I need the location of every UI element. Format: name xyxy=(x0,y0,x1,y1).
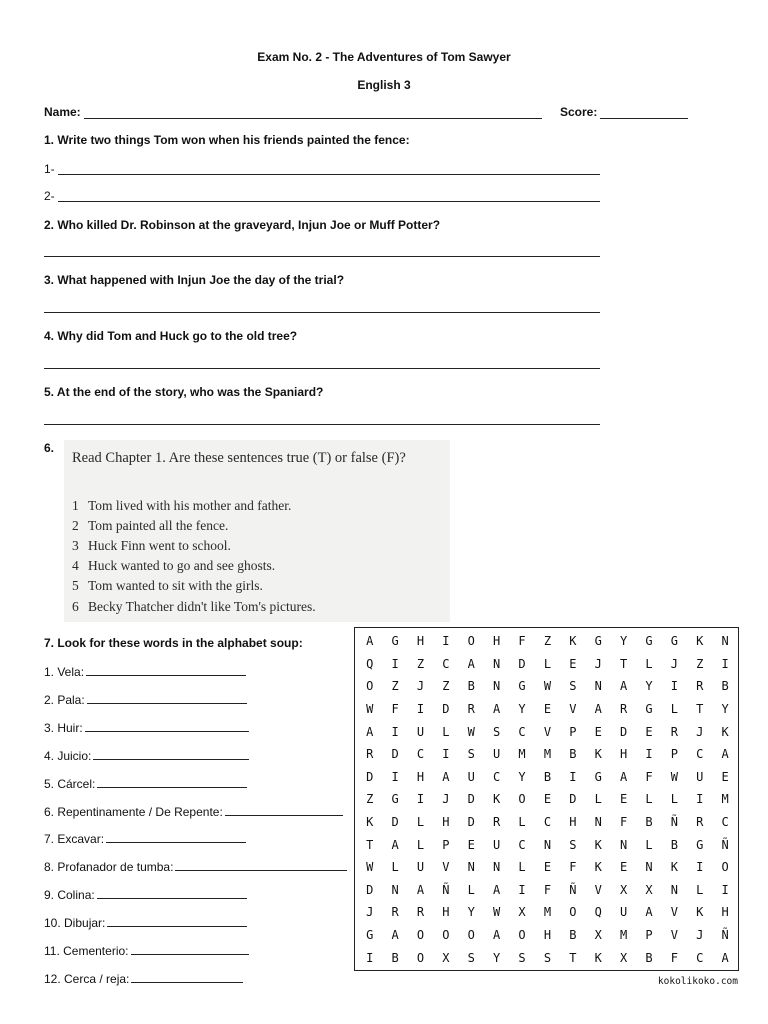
soup-letter[interactable]: E xyxy=(543,860,552,875)
soup-letter[interactable]: Y xyxy=(645,679,653,694)
soup-letter[interactable]: R xyxy=(467,702,475,717)
soup-letter[interactable]: L xyxy=(645,792,653,807)
soup-letter[interactable]: Z xyxy=(696,656,704,671)
soup-letter[interactable]: A xyxy=(391,928,399,943)
soup-letter[interactable]: G xyxy=(594,634,602,649)
soup-letter[interactable]: O xyxy=(416,928,425,943)
soup-letter[interactable]: S xyxy=(569,679,577,694)
soup-letter[interactable]: R xyxy=(670,724,678,739)
word-item-8: 8. Profanador de tumba: xyxy=(44,859,347,874)
question-6-number: 6. xyxy=(44,441,55,455)
soup-letter[interactable]: Q xyxy=(366,656,374,671)
soup-letter[interactable]: V xyxy=(594,882,602,897)
soup-letter[interactable]: I xyxy=(416,792,425,807)
soup-letter[interactable]: I xyxy=(442,634,450,649)
soup-letter[interactable]: G xyxy=(391,634,399,649)
soup-letter[interactable]: A xyxy=(366,724,374,739)
word-blank[interactable] xyxy=(87,692,247,704)
soup-letter[interactable]: C xyxy=(442,656,450,671)
soup-letter[interactable]: N xyxy=(467,860,475,875)
soup-letter[interactable]: S xyxy=(493,724,501,739)
tf-item: 5 Tom wanted to sit with the girls. xyxy=(72,578,263,593)
soup-letter[interactable]: A xyxy=(467,656,475,671)
soup-letter[interactable]: U xyxy=(619,905,628,920)
soup-letter[interactable]: I xyxy=(391,656,399,671)
soup-letter[interactable]: E xyxy=(645,724,653,739)
soup-letter[interactable]: C xyxy=(696,950,704,965)
soup-letter[interactable]: V xyxy=(670,928,678,943)
soup-letter[interactable]: N xyxy=(645,860,653,875)
soup-letter[interactable]: N xyxy=(721,634,729,649)
soup-letter[interactable]: V xyxy=(543,724,552,739)
tf-item: 3 Huck Finn went to school. xyxy=(72,538,231,553)
soup-letter[interactable]: G xyxy=(670,634,678,649)
soup-letter[interactable]: M xyxy=(543,747,552,762)
soup-letter[interactable]: G xyxy=(594,769,602,784)
soup-letter[interactable]: L xyxy=(696,882,704,897)
soup-letter[interactable]: A xyxy=(619,769,628,784)
soup-letter[interactable]: E xyxy=(569,656,577,671)
score-label: Score: xyxy=(560,105,598,119)
soup-letter[interactable]: W xyxy=(366,702,374,717)
soup-letter[interactable]: I xyxy=(670,679,678,694)
soup-letter[interactable]: L xyxy=(442,724,450,739)
soup-letter[interactable]: Z xyxy=(366,792,374,807)
soup-letter[interactable]: K xyxy=(493,792,501,807)
word-item-12: 12. Cerca / reja: xyxy=(44,971,243,986)
soup-letter[interactable]: K xyxy=(366,815,374,830)
word-item-6: 6. Repentinamente / De Repente: xyxy=(44,804,343,819)
soup-letter[interactable]: J xyxy=(670,656,678,671)
soup-letter[interactable]: A xyxy=(493,702,501,717)
soup-letter[interactable]: L xyxy=(670,702,678,717)
soup-letter[interactable]: U xyxy=(493,837,501,852)
soup-letter[interactable]: N xyxy=(619,837,628,852)
soup-letter[interactable]: K xyxy=(569,634,577,649)
soup-letter[interactable]: A xyxy=(645,905,653,920)
soup-letter[interactable]: W xyxy=(670,769,678,784)
soup-letter[interactable]: Z xyxy=(543,634,552,649)
soup-letter[interactable]: W xyxy=(493,905,501,920)
tf-item: 4 Huck wanted to go and see ghosts. xyxy=(72,558,276,573)
soup-letter[interactable]: X xyxy=(442,950,450,965)
soup-letter[interactable]: Z xyxy=(442,679,450,694)
word-item-5: 5. Cárcel: xyxy=(44,776,247,791)
soup-letter[interactable]: J xyxy=(366,905,374,920)
soup-letter[interactable]: N xyxy=(493,860,501,875)
soup-letter[interactable]: S xyxy=(467,950,475,965)
soup-letter[interactable]: Y xyxy=(467,905,475,920)
soup-letter[interactable]: I xyxy=(391,769,399,784)
soup-letter[interactable]: Y xyxy=(721,702,729,717)
soup-letter[interactable]: T xyxy=(366,837,374,852)
tf-item: 6 Becky Thatcher didn't like Tom's pictures. xyxy=(72,599,316,614)
soup-letter[interactable]: N xyxy=(493,679,501,694)
soup-letter[interactable]: P xyxy=(569,724,577,739)
soup-letter[interactable]: N xyxy=(670,882,678,897)
soup-letter[interactable]: X xyxy=(594,928,602,943)
soup-letter[interactable]: C xyxy=(696,747,704,762)
soup-letter[interactable]: C xyxy=(721,815,729,830)
soup-letter[interactable]: G xyxy=(696,837,704,852)
soup-letter[interactable]: Ñ xyxy=(442,882,450,897)
soup-letter[interactable]: U xyxy=(416,860,425,875)
soup-letter[interactable]: L xyxy=(670,792,678,807)
question-2: 2. Who killed Dr. Robinson at the graveyard, Injun Joe or Muff Potter? xyxy=(44,218,441,232)
soup-letter[interactable]: D xyxy=(366,769,374,784)
soup-letter[interactable]: M xyxy=(721,792,729,807)
soup-letter[interactable]: F xyxy=(619,815,628,830)
soup-letter[interactable]: O xyxy=(569,905,577,920)
soup-letter[interactable]: W xyxy=(467,724,475,739)
soup-letter[interactable]: P xyxy=(645,928,653,943)
word-item-7: 7. Excavar: xyxy=(44,831,246,846)
soup-letter[interactable]: B xyxy=(645,815,653,830)
soup-letter[interactable]: D xyxy=(569,792,577,807)
soup-letter[interactable]: K xyxy=(670,860,678,875)
soup-letter[interactable]: M xyxy=(619,928,628,943)
word-blank[interactable] xyxy=(225,804,343,816)
soup-letter[interactable]: J xyxy=(696,928,704,943)
soup-letter[interactable]: U xyxy=(467,769,475,784)
soup-letter[interactable]: G xyxy=(391,792,399,807)
soup-letter[interactable]: L xyxy=(416,815,425,830)
soup-letter[interactable]: S xyxy=(569,837,577,852)
soup-letter[interactable]: G xyxy=(518,679,526,694)
answer-2-label: 2- xyxy=(44,189,55,203)
soup-letter[interactable]: F xyxy=(569,860,577,875)
soup-letter[interactable]: F xyxy=(518,634,526,649)
soup-letter[interactable]: W xyxy=(543,679,552,694)
soup-letter[interactable]: I xyxy=(696,792,704,807)
soup-letter[interactable]: B xyxy=(569,747,577,762)
soup-letter[interactable]: Y xyxy=(493,950,501,965)
soup-letter[interactable]: I xyxy=(721,656,729,671)
soup-letter[interactable]: A xyxy=(493,882,501,897)
soup-letter[interactable]: G xyxy=(645,634,653,649)
soup-letter[interactable]: T xyxy=(696,702,704,717)
soup-letter[interactable]: R xyxy=(416,905,425,920)
soup-letter[interactable]: J xyxy=(696,724,704,739)
soup-letter[interactable]: N xyxy=(493,656,501,671)
soup-letter[interactable]: L xyxy=(645,837,653,852)
exam-subtitle: English 3 xyxy=(357,78,411,92)
soup-letter[interactable]: C xyxy=(518,724,526,739)
soup-letter[interactable]: R xyxy=(366,747,374,762)
soup-letter[interactable]: Q xyxy=(594,905,602,920)
soup-letter[interactable]: N xyxy=(594,815,602,830)
soup-letter[interactable]: B xyxy=(721,679,729,694)
soup-letter[interactable]: C xyxy=(518,837,526,852)
soup-letter[interactable]: L xyxy=(518,860,526,875)
soup-letter[interactable]: L xyxy=(518,815,526,830)
soup-letter[interactable]: A xyxy=(619,679,628,694)
word-item-10: 10. Dibujar: xyxy=(44,915,247,930)
soup-letter[interactable]: A xyxy=(366,634,374,649)
soup-letter[interactable]: O xyxy=(721,860,729,875)
soup-letter[interactable]: F xyxy=(543,882,552,897)
soup-letter[interactable]: F xyxy=(645,769,653,784)
soup-letter[interactable]: A xyxy=(391,837,399,852)
word-blank[interactable] xyxy=(107,915,247,927)
word-blank[interactable] xyxy=(85,720,249,732)
soup-letter[interactable]: D xyxy=(366,882,374,897)
word-blank[interactable] xyxy=(86,664,246,676)
soup-letter[interactable]: H xyxy=(619,747,628,762)
true-false-scan xyxy=(64,440,450,622)
soup-letter[interactable]: V xyxy=(569,702,577,717)
name-label: Name: xyxy=(44,105,81,119)
soup-letter[interactable]: O xyxy=(518,792,526,807)
word-item-1: 1. Vela: xyxy=(44,664,246,679)
soup-letter[interactable]: V xyxy=(670,905,678,920)
soup-letter[interactable]: I xyxy=(518,882,526,897)
soup-letter[interactable]: O xyxy=(442,928,450,943)
question-3: 3. What happened with Injun Joe the day of the trial? xyxy=(44,273,345,287)
soup-letter[interactable]: B xyxy=(543,769,552,784)
soup-letter[interactable]: X xyxy=(619,882,628,897)
soup-letter[interactable]: G xyxy=(366,928,374,943)
soup-letter[interactable]: R xyxy=(391,905,399,920)
soup-letter[interactable]: Y xyxy=(619,634,628,649)
soup-letter[interactable]: Y xyxy=(518,702,526,717)
name-field[interactable] xyxy=(84,118,542,119)
soup-letter[interactable]: L xyxy=(645,656,653,671)
soup-letter[interactable]: E xyxy=(543,792,552,807)
soup-letter[interactable]: X xyxy=(619,950,628,965)
tf-item: 2 Tom painted all the fence. xyxy=(72,518,229,533)
soup-letter[interactable]: B xyxy=(645,950,653,965)
soup-letter[interactable]: S xyxy=(543,950,552,965)
true-false-heading: Read Chapter 1. Are these sentences true (T) or false (F)? xyxy=(72,450,406,466)
soup-letter[interactable]: N xyxy=(391,882,399,897)
soup-letter[interactable]: Y xyxy=(518,769,526,784)
soup-letter[interactable]: D xyxy=(467,815,475,830)
soup-letter[interactable]: K xyxy=(721,724,729,739)
soup-letter[interactable]: H xyxy=(493,634,501,649)
soup-letter[interactable]: O xyxy=(467,634,475,649)
soup-letter[interactable]: D xyxy=(442,702,450,717)
alphabet-soup xyxy=(354,627,739,971)
soup-letter[interactable]: X xyxy=(518,905,526,920)
soup-letter[interactable]: H xyxy=(442,815,450,830)
answer-1a-line[interactable] xyxy=(58,174,600,175)
soup-letter[interactable]: I xyxy=(569,769,577,784)
soup-letter[interactable]: M xyxy=(518,747,526,762)
soup-letter[interactable]: E xyxy=(619,792,628,807)
soup-letter[interactable]: S xyxy=(467,747,475,762)
soup-letter[interactable]: L xyxy=(391,860,399,875)
soup-grid xyxy=(357,630,738,969)
soup-letter[interactable]: H xyxy=(569,815,577,830)
question-4: 4. Why did Tom and Huck go to the old tree? xyxy=(44,329,298,343)
soup-letter[interactable]: O xyxy=(366,679,374,694)
question-5: 5. At the end of the story, who was the Spaniard? xyxy=(44,385,324,399)
soup-letter[interactable]: I xyxy=(391,724,399,739)
answer-1b-line[interactable] xyxy=(58,201,600,202)
soup-letter[interactable]: E xyxy=(467,837,475,852)
exam-title: Exam No. 2 - The Adventures of Tom Sawyer xyxy=(257,50,511,64)
soup-letter[interactable]: A xyxy=(721,950,729,965)
soup-letter[interactable]: D xyxy=(467,792,475,807)
soup-letter[interactable]: C xyxy=(493,769,501,784)
soup-letter[interactable]: O xyxy=(467,928,475,943)
soup-letter[interactable]: N xyxy=(543,837,552,852)
soup-letter[interactable]: G xyxy=(645,702,653,717)
soup-letter[interactable]: Z xyxy=(416,656,425,671)
soup-letter[interactable]: K xyxy=(594,950,602,965)
soup-letter[interactable]: K xyxy=(594,747,602,762)
soup-letter[interactable]: D xyxy=(391,815,399,830)
answer-3-line[interactable] xyxy=(44,312,600,313)
soup-letter[interactable]: C xyxy=(416,747,425,762)
answer-2-line[interactable] xyxy=(44,256,600,257)
soup-letter[interactable]: T xyxy=(569,950,577,965)
soup-letter[interactable]: U xyxy=(696,769,704,784)
answer-1-label: 1- xyxy=(44,162,55,176)
answer-5-line[interactable] xyxy=(44,424,600,425)
soup-letter[interactable]: B xyxy=(391,950,399,965)
soup-letter[interactable]: Ñ xyxy=(569,882,577,897)
soup-letter[interactable]: N xyxy=(594,679,602,694)
soup-letter[interactable]: B xyxy=(569,928,577,943)
question-7: 7. Look for these words in the alphabet soup: xyxy=(44,636,303,650)
word-item-3: 3. Huir: xyxy=(44,720,249,735)
soup-letter[interactable]: E xyxy=(721,769,729,784)
tf-item: 1 Tom lived with his mother and father. xyxy=(72,498,292,513)
soup-letter[interactable]: R xyxy=(696,815,704,830)
soup-letter[interactable]: A xyxy=(493,928,501,943)
soup-letter[interactable]: B xyxy=(670,837,678,852)
soup-letter[interactable]: F xyxy=(391,702,399,717)
soup-letter[interactable]: B xyxy=(467,679,475,694)
soup-letter[interactable]: A xyxy=(594,702,602,717)
soup-letter[interactable]: E xyxy=(543,702,552,717)
soup-letter[interactable]: U xyxy=(493,747,501,762)
word-item-9: 9. Colina: xyxy=(44,887,247,902)
soup-letter[interactable]: I xyxy=(416,702,425,717)
word-blank[interactable] xyxy=(97,776,247,788)
soup-letter[interactable]: O xyxy=(518,928,526,943)
soup-letter[interactable]: T xyxy=(619,656,628,671)
soup-letter[interactable]: Ñ xyxy=(670,815,678,830)
soup-letter[interactable]: X xyxy=(645,882,653,897)
soup-letter[interactable]: H xyxy=(543,928,552,943)
soup-letter[interactable]: E xyxy=(619,860,628,875)
soup-letter[interactable]: I xyxy=(696,860,704,875)
word-item-4: 4. Juicio: xyxy=(44,748,249,763)
soup-letter[interactable]: D xyxy=(619,724,628,739)
soup-letter[interactable]: I xyxy=(721,882,729,897)
soup-letter[interactable]: R xyxy=(696,679,704,694)
soup-letter[interactable]: Z xyxy=(391,679,399,694)
soup-letter[interactable]: K xyxy=(696,634,704,649)
question-1: 1. Write two things Tom won when his friends painted the fence: xyxy=(44,133,410,147)
soup-letter[interactable]: J xyxy=(442,792,450,807)
word-blank[interactable] xyxy=(131,971,243,983)
soup-letter[interactable]: P xyxy=(442,837,450,852)
soup-letter[interactable]: L xyxy=(467,882,475,897)
soup-letter[interactable]: A xyxy=(721,747,729,762)
soup-letter[interactable]: H xyxy=(721,905,729,920)
soup-letter[interactable]: K xyxy=(594,860,602,875)
soup-letter[interactable]: J xyxy=(594,656,602,671)
score-field[interactable] xyxy=(600,118,688,119)
soup-letter[interactable]: I xyxy=(645,747,653,762)
soup-letter[interactable]: D xyxy=(518,656,526,671)
word-blank[interactable] xyxy=(175,859,347,871)
soup-letter[interactable]: F xyxy=(670,950,678,965)
soup-letter[interactable]: H xyxy=(416,769,425,784)
soup-letter[interactable]: I xyxy=(442,747,450,762)
soup-letter[interactable]: Ñ xyxy=(721,928,729,943)
soup-letter[interactable]: O xyxy=(416,950,425,965)
word-item-11: 11. Cementerio: xyxy=(44,943,249,958)
word-blank[interactable] xyxy=(97,887,247,899)
soup-letter[interactable]: K xyxy=(594,837,602,852)
word-item-2: 2. Pala: xyxy=(44,692,247,707)
soup-letter[interactable]: L xyxy=(543,656,552,671)
soup-letter[interactable]: L xyxy=(594,792,602,807)
soup-letter[interactable]: I xyxy=(366,950,374,965)
soup-letter[interactable]: C xyxy=(543,815,552,830)
soup-letter[interactable]: R xyxy=(619,702,628,717)
soup-letter[interactable]: Ñ xyxy=(721,837,729,852)
word-blank[interactable] xyxy=(131,943,249,955)
soup-letter[interactable]: S xyxy=(518,950,526,965)
soup-letter[interactable]: A xyxy=(442,769,450,784)
soup-letter[interactable]: U xyxy=(416,724,425,739)
soup-letter[interactable]: H xyxy=(416,634,425,649)
soup-letter[interactable]: J xyxy=(416,679,425,694)
soup-letter[interactable]: K xyxy=(696,905,704,920)
answer-4-line[interactable] xyxy=(44,368,600,369)
soup-letter[interactable]: H xyxy=(442,905,450,920)
word-blank[interactable] xyxy=(106,831,246,843)
soup-letter[interactable]: D xyxy=(391,747,399,762)
soup-letter[interactable]: R xyxy=(493,815,501,830)
soup-letter[interactable]: L xyxy=(416,837,425,852)
soup-letter[interactable]: P xyxy=(670,747,678,762)
soup-letter[interactable]: M xyxy=(543,905,552,920)
soup-letter[interactable]: W xyxy=(366,860,374,875)
soup-letter[interactable]: A xyxy=(416,882,425,897)
soup-letter[interactable]: V xyxy=(442,860,450,875)
soup-letter[interactable]: E xyxy=(594,724,602,739)
word-blank[interactable] xyxy=(93,748,249,760)
site-credit: kokolikoko.com xyxy=(657,976,738,987)
